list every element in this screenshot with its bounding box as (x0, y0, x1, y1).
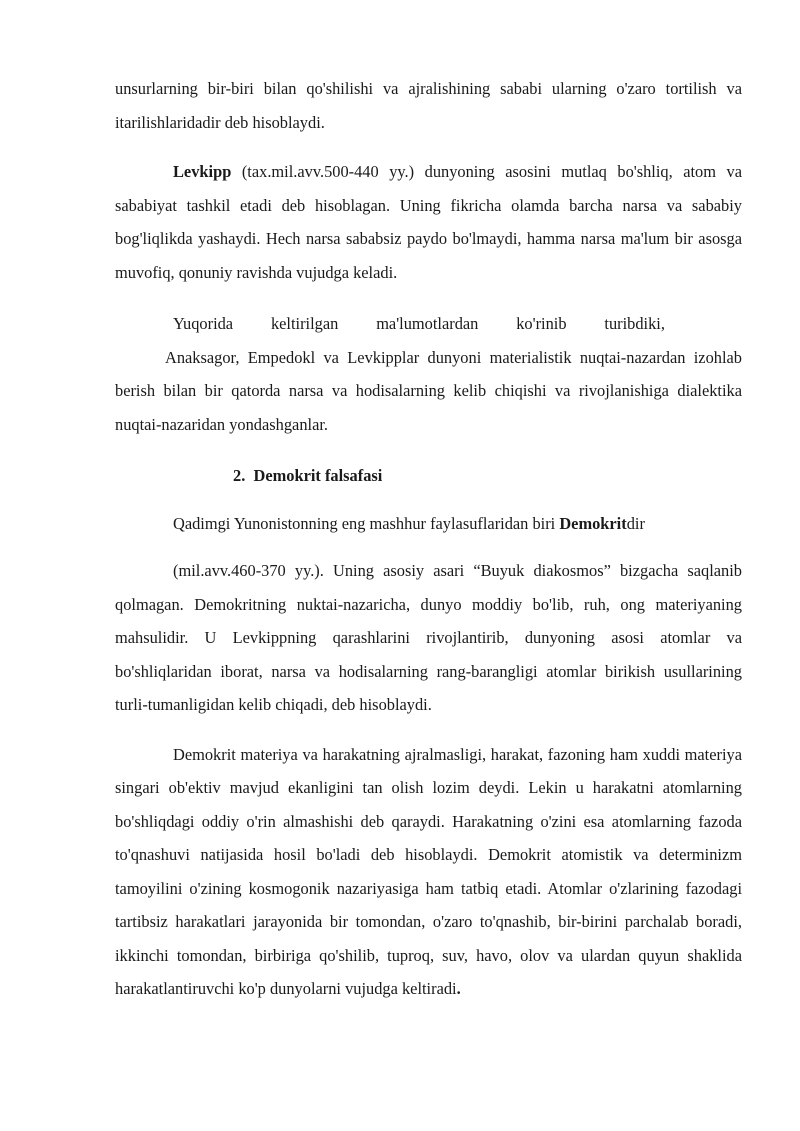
paragraph-text: unsurlarning bir-biri bilan qo'shilishi va ajralishining sababi ularning o'zaro tortilish va itarilishlaridadir deb hisoblaydi. (115, 79, 742, 132)
paragraph-levkipp (115, 155, 742, 289)
page-content (115, 72, 742, 1006)
paragraph-text: (tax.mil.avv.500-440 yy.) dunyoning asosini mutlaq bo'shliq, atom va sababiyat tashkil etadi deb hisoblagan. Uning fikricha olamda barcha narsa va sababiy bog'liqlikda yashaydi. Hech narsa sababsiz paydo bo'lmaydi, hamma narsa ma'lum bir asosga muvofiq, qonuniy ravishda vujudga keladi. (115, 162, 742, 282)
summary-word: ko'rinib (516, 314, 567, 333)
summary-word: Yuqorida (173, 314, 234, 333)
heading-number: 2. (233, 466, 246, 485)
term-demokrit: Demokrit (559, 513, 627, 533)
paragraph-text: dir (626, 513, 645, 533)
summary-word: keltirilgan (270, 314, 339, 333)
summary-word: ma'lumotlardan (376, 314, 479, 333)
summary-rest: Anaksagor, Empedokl va Levkipplar dunyoni materialistik nuqtai-nazardan izohlab berish bilan bir qatorda narsa va hodisalarning kelib chiqishi va rivojlanishiga dialektika nuqtai-nazaridan yondashganlar. (115, 347, 742, 434)
paragraph-text: Qadimgi Yunonistonning eng mashhur faylasuflaridan biri (173, 513, 560, 533)
section-heading (115, 459, 742, 493)
summary-word: turibdiki, (604, 314, 665, 333)
paragraph-text: Demokrit materiya va harakatning ajralmasligi, harakat, fazoning ham xuddi materiya singari ob'ektiv mavjud ekanligini tan olish lozim deydi. Lekin u harakatni atomlarning bo'shliqdagi oddiy o'rin almashishi deb qaraydi. Harakatning o'zini esa atomlarning fazoda to'qnashuvi natijasida hosil bo'ladi deb hisoblaydi. Demokrit atomistik va determinizm tamoyilini o'zining kosmogonik nazariyasiga ham tatbiq etadi. Atomlar o'zlarining fazodagi tartibsiz harakatlari jarayonida bir tomondan, o'zaro to'qnashib, bir-birini parchalab boradi, ikkinchi tomondan, birbiriga qo'shilib, tuproq, suv, havo, olov va ulardan quyun shaklida harakatlantiruvchi ko'p dunyolarni vujudga keltiradi (115, 744, 742, 998)
paragraph-demokrit-motion (115, 738, 742, 1006)
summary-first-line (115, 307, 665, 341)
paragraph-summary (115, 307, 742, 441)
term-levkipp: Levkipp (173, 162, 232, 181)
paragraph-end-mark: . (456, 979, 461, 998)
paragraph-demokrit-works: (mil.avv.460-370 yy.). Uning asosiy asari “Buyuk diakosmos” bizgacha saqlanib qolmagan. Demokritning nuktai-nazaricha, dunyo moddiy bo'lib, ruh, ong materiyaning mahsulidir. U Levkippning qarashlarini rivojlantirib, dunyoning asosi atomlar va bo'shliqlaridan iborat, narsa va hodisalarning rang-barangligi atomlar birikish usullarining turli-tumanligidan kelib chiqadi, deb hisoblaydi. (115, 561, 742, 714)
heading-title: Demokrit falsafasi (253, 466, 383, 485)
paragraph-demokrit-intro (115, 507, 742, 541)
paragraph-continuation (115, 72, 742, 139)
